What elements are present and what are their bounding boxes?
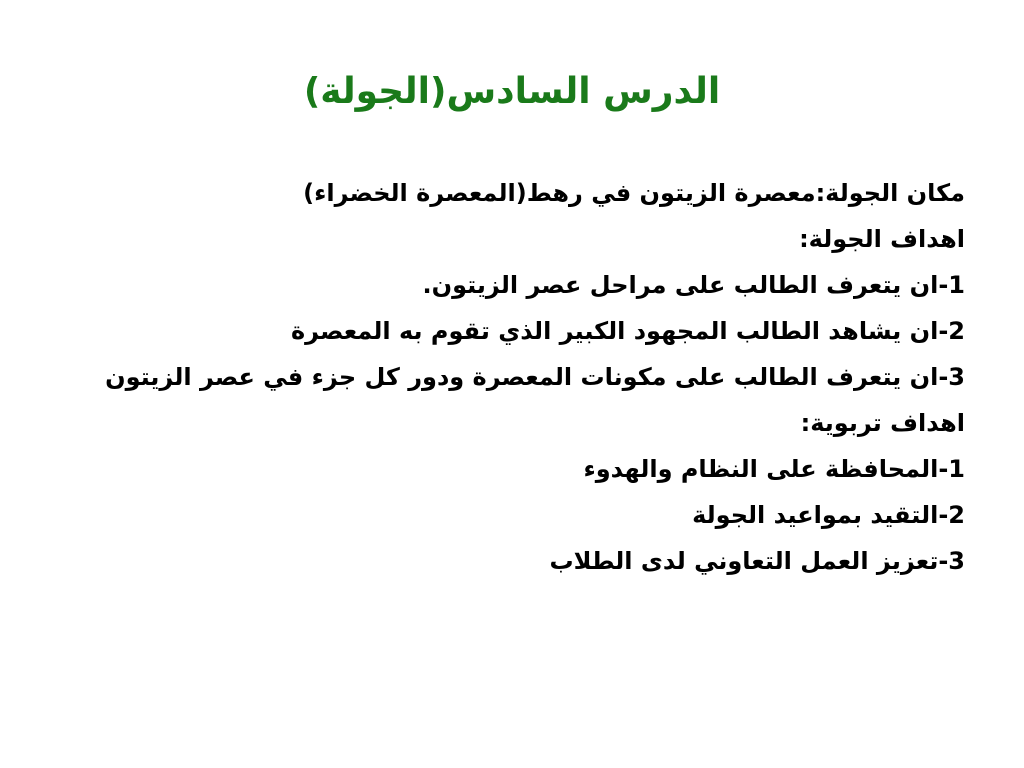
educational-goal-3: 3-تعزيز العمل التعاوني لدى الطلاب [549,547,965,575]
educational-goal-2: 2-التقيد بمواعيد الجولة [692,501,965,529]
trip-location-line: مكان الجولة:معصرة الزيتون في رهط(المعصرة الخضراء) [303,179,965,207]
slide-title: الدرس السادس(الجولة) [303,71,721,112]
educational-goals-heading: اهداف تربوية: [800,409,965,437]
trip-goal-3: 3-ان يتعرف الطالب على مكونات المعصرة ودور كل جزء في عصر الزيتون [105,363,965,391]
slide-body [80,178,965,592]
trip-goals-heading: اهداف الجولة: [799,225,965,253]
educational-goal-1: 1-المحافظة على النظام والهدوء [583,455,965,483]
trip-goal-2: 2-ان يشاهد الطالب المجهود الكبير الذي تقوم به المعصرة [291,317,965,345]
trip-goal-1: 1-ان يتعرف الطالب على مراحل عصر الزيتون. [422,271,965,299]
